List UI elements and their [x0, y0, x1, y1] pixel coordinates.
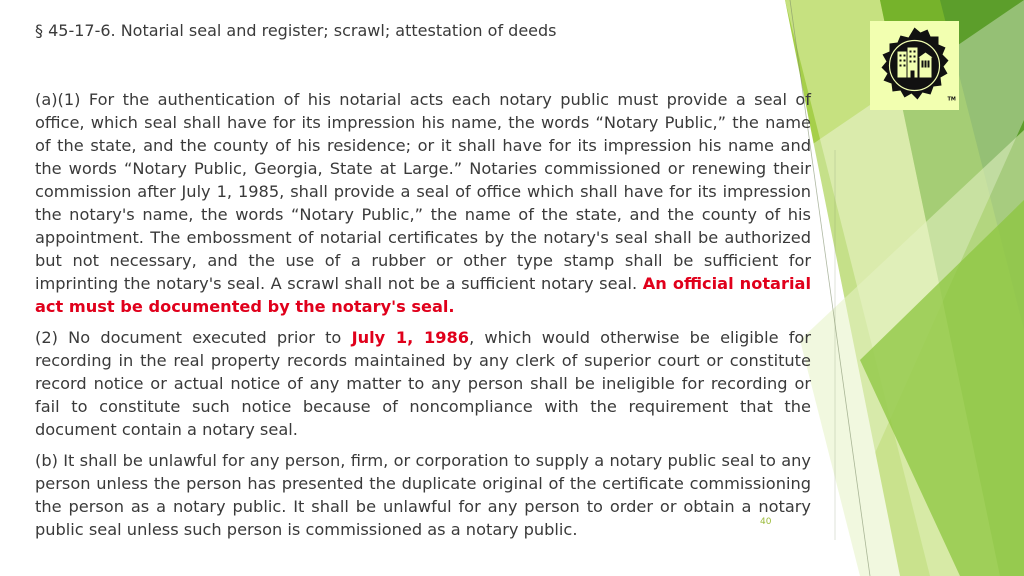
trademark-mark: TM — [947, 96, 956, 103]
paragraph-2-date: July 1, 1986 — [351, 328, 470, 347]
building-seal-icon — [870, 21, 959, 110]
slide-body — [35, 88, 811, 549]
paragraph-a1-highlight: An official notarial act must be documented by the notary's seal. — [35, 274, 811, 316]
logo — [870, 21, 959, 110]
paragraph-2-before: (2) No document executed prior to — [35, 328, 342, 347]
paragraph-2 — [35, 326, 811, 441]
paragraph-b — [35, 449, 811, 541]
paragraph-2-after: , which would otherwise be eligible for recording in the real property records maintained by any clerk of superior court or constitute record notice or actual notice of any matter to any person shall be ineligible for recording or fail to constitute such notice because of noncompliance with the requirement that the document contain a notary seal. — [35, 328, 811, 439]
paragraph-b-text: (b) It shall be unlawful for any person, firm, or corporation to supply a notary public seal to any person unless the person has presented the duplicate original of the certificate commissioning the person as a notary public. It shall be unlawful for any person to order or obtain a notary public seal unless such person is commissioned as a notary public. — [35, 451, 811, 539]
page-number: 40 — [760, 517, 772, 527]
paragraph-a1 — [35, 88, 811, 318]
slide-title: § 45-17-6. Notarial seal and register; scrawl; attestation of deeds — [35, 21, 557, 40]
paragraph-a1-text: (a)(1) For the authentication of his notarial acts each notary public must provide a seal of office, which seal shall have for its impression his name, the words “Notary Public,” the name of the state, and the county of his residence; or it shall have for its impression his name and the words “Notary Public, Georgia, State at Large.” Notaries commissioned or renewing their commission after July 1, 1985, shall provide a seal of office which shall have for its impression the notary's name, the words “Notary Public,” the name of the state, and the county of his appointment. The embossment of notarial certificates by the notary's seal shall be authorized but not necessary, and the use of a rubber or other type stamp shall be sufficient for imprinting the notary's seal. A scrawl shall not be a sufficient notary seal. — [35, 90, 811, 293]
